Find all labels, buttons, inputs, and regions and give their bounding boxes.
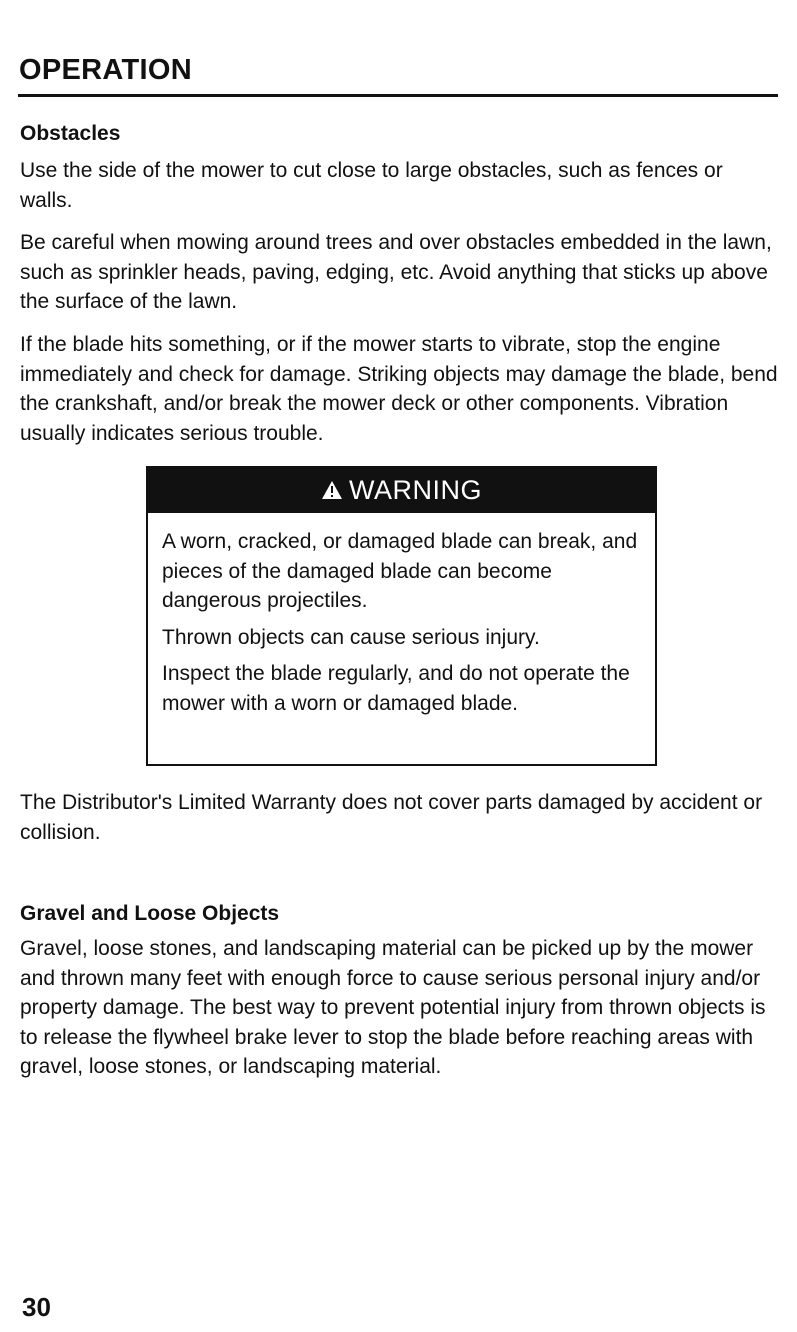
warning-title: WARNING (349, 475, 482, 505)
obstacles-heading: Obstacles (20, 122, 121, 145)
warning-header (148, 468, 655, 513)
warning-box (146, 466, 657, 766)
obstacles-paragraph-1: Use the side of the mower to cut close to large obstacles, such as fences or walls. (20, 159, 723, 212)
gravel-paragraph: Gravel, loose stones, and landscaping material can be picked up by the mower and thrown many feet with enough force to cause serious personal injury and/or property damage. The best way to prevent potential injury from thrown objects is to release the flywheel brake lever to stop the blade before reaching areas with gravel, loose stones, or landscaping material. (20, 937, 766, 1078)
warning-line-2: Thrown objects can cause serious injury. (162, 625, 540, 649)
section-title: OPERATION (19, 54, 192, 86)
warning-triangle-icon (321, 480, 343, 500)
warning-line-3: Inspect the blade regularly, and do not operate the mower with a worn or damaged blade. (162, 662, 630, 715)
gravel-heading: Gravel and Loose Objects (20, 902, 280, 925)
page-number: 30 (22, 1292, 51, 1322)
warning-line-1: A worn, cracked, or damaged blade can break, and pieces of the damaged blade can become dangerous projectiles. (162, 530, 638, 612)
obstacles-paragraph-3: If the blade hits something, or if the mower starts to vibrate, stop the engine immediately and check for damage. Striking objects may damage the blade, bend the crankshaft, and/or break the mower deck or other components. Vibration usually indicates serious trouble. (20, 333, 778, 445)
warranty-note: The Distributor's Limited Warranty does not cover parts damaged by accident or collision. (20, 791, 763, 844)
title-rule (18, 94, 778, 97)
warning-body (148, 513, 655, 718)
obstacles-paragraph-2: Be careful when mowing around trees and over obstacles embedded in the lawn, such as sprinkler heads, paving, edging, etc. Avoid anything that sticks up above the surface of the lawn. (20, 231, 772, 313)
